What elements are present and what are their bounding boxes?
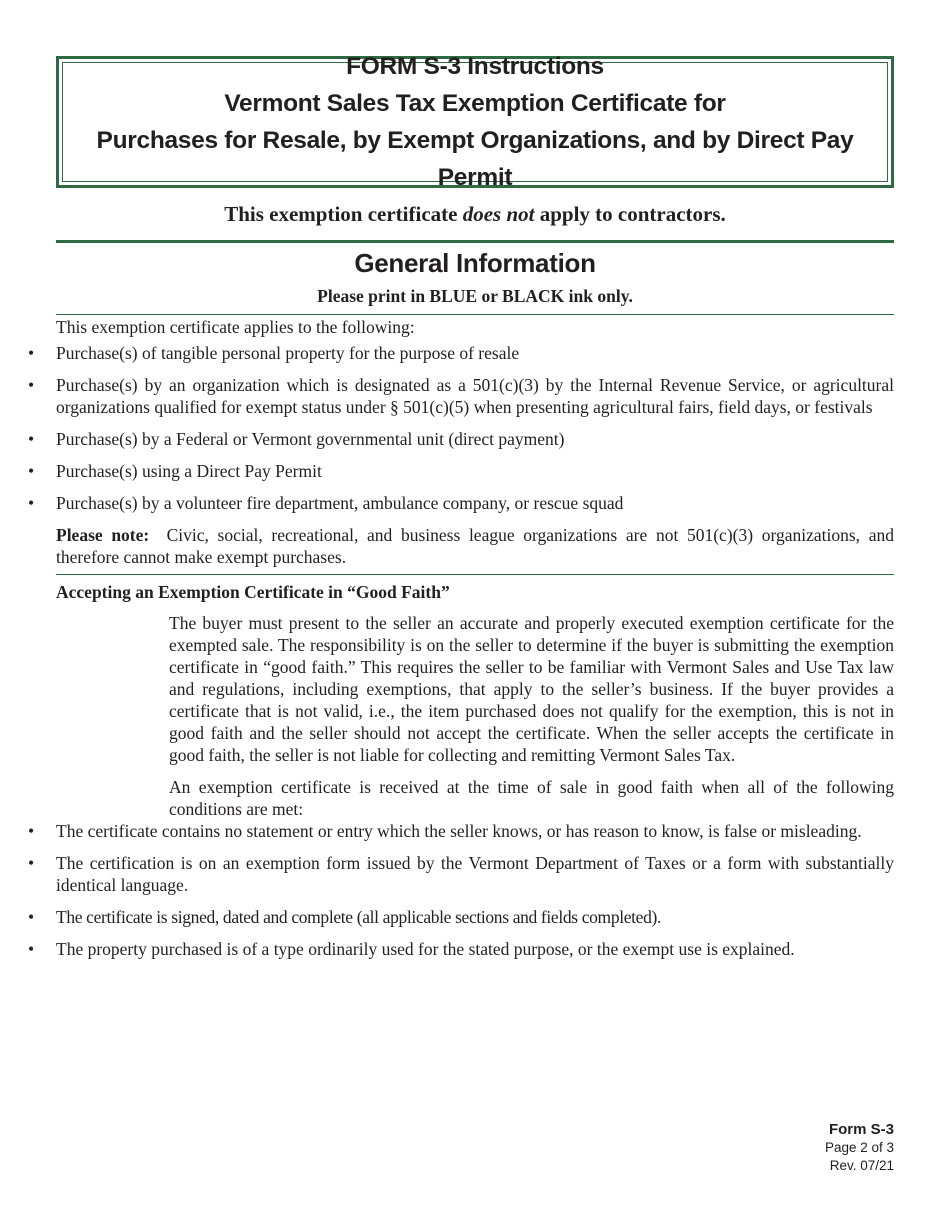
form-title-line-1: FORM S-3 Instructions bbox=[346, 53, 604, 80]
list-item-text: The certificate is signed, dated and complete (all applicable sections and fields completed). bbox=[56, 907, 661, 927]
list-item-text: The certificate contains no statement or entry which the seller knows, or has reason to know, is false or misleading. bbox=[56, 821, 862, 841]
form-title bbox=[62, 53, 888, 191]
list-item bbox=[28, 460, 894, 482]
ink-instruction: Please print in BLUE or BLACK ink only. bbox=[317, 286, 633, 306]
applies-intro: This exemption certificate applies to the following: bbox=[56, 317, 415, 337]
bullet-icon: • bbox=[28, 853, 35, 873]
footer-form-id: Form S-3 bbox=[828, 1121, 894, 1138]
list-item bbox=[28, 820, 894, 842]
contractor-notice-emphasis: does not bbox=[462, 202, 535, 226]
good-faith-conditions bbox=[28, 820, 894, 960]
bullet-icon: • bbox=[28, 375, 35, 395]
title-box bbox=[56, 53, 894, 191]
bullet-icon: • bbox=[28, 461, 35, 481]
list-item-text: The certification is on an exemption form issued by the Vermont Department of Taxes or a form with substantially identical language. bbox=[56, 853, 894, 895]
bullet-icon: • bbox=[28, 343, 35, 363]
list-item-text: Purchase(s) by a Federal or Vermont governmental unit (direct payment) bbox=[56, 429, 565, 449]
good-faith-paragraph-1: The buyer must present to the seller an accurate and properly executed exemption certificate for the exempted sale. The responsibility is on the seller to determine if the buyer is submitting the exemption certificate in “good faith.” This requires the seller to be familiar with Vermont Sales and Use Tax law and regulations, including exemptions, that apply to the seller’s business. If the buyer provides a certificate that is not valid, i.e., the item purchased does not qualify for the exemption, this is not in good faith and the seller should not accept the certificate. When the seller accepts the certificate in good faith, the seller is not liable for collecting and remitting Vermont Sales Tax. bbox=[169, 613, 894, 765]
bullet-icon: • bbox=[28, 939, 35, 959]
good-faith-heading: Accepting an Exemption Certificate in “Good Faith” bbox=[56, 582, 450, 602]
footer-revision: Rev. 07/21 bbox=[829, 1158, 894, 1173]
list-item bbox=[28, 374, 894, 418]
list-item bbox=[28, 906, 894, 928]
footer-page-number: Page 2 of 3 bbox=[824, 1140, 894, 1155]
contractor-notice bbox=[56, 197, 894, 231]
contractor-notice-before: This exemption certificate bbox=[224, 202, 463, 226]
bullet-icon: • bbox=[28, 429, 35, 449]
form-page bbox=[28, 53, 894, 970]
applies-list bbox=[28, 342, 894, 514]
list-item-text: Purchase(s) of tangible personal property for the purpose of resale bbox=[56, 343, 520, 363]
list-item bbox=[28, 342, 894, 364]
divider-line bbox=[56, 314, 894, 315]
bullet-icon: • bbox=[28, 493, 35, 513]
bullet-icon: • bbox=[28, 821, 35, 841]
list-item bbox=[28, 428, 894, 450]
list-item-text: Purchase(s) using a Direct Pay Permit bbox=[56, 461, 322, 481]
list-item bbox=[28, 492, 894, 514]
general-information-heading: General Information bbox=[354, 248, 596, 278]
please-note-label: Please note: bbox=[56, 525, 150, 545]
form-title-line-3: Purchases for Resale, by Exempt Organizations, and by Direct Pay Permit bbox=[96, 127, 854, 191]
list-item-text: Purchase(s) by a volunteer fire department, ambulance company, or rescue squad bbox=[56, 493, 624, 513]
list-item bbox=[28, 852, 894, 896]
list-item-text: Purchase(s) by an organization which is designated as a 501(c)(3) by the Internal Revenue Service, or agricultural organizations qualified for exempt status under § 501(c)(5) when presenting agricultural fairs, field days, or festivals bbox=[56, 375, 894, 417]
please-note bbox=[56, 524, 894, 568]
bullet-icon: • bbox=[28, 907, 34, 927]
contractor-notice-after: apply to contractors. bbox=[534, 202, 726, 226]
please-note-text: Civic, social, recreational, and business league organizations are not 501(c)(3) organizations, and therefore cannot make exempt purchases. bbox=[56, 525, 894, 567]
form-title-line-2: Vermont Sales Tax Exemption Certificate for bbox=[224, 90, 726, 117]
page-footer bbox=[825, 1121, 894, 1175]
list-item bbox=[28, 938, 894, 960]
list-item-text: The property purchased is of a type ordinarily used for the stated purpose, or the exempt use is explained. bbox=[56, 939, 795, 959]
section-divider bbox=[56, 240, 894, 243]
good-faith-paragraph-2: An exemption certificate is received at the time of sale in good faith when all of the following conditions are met: bbox=[169, 777, 894, 819]
divider-line bbox=[56, 574, 894, 575]
